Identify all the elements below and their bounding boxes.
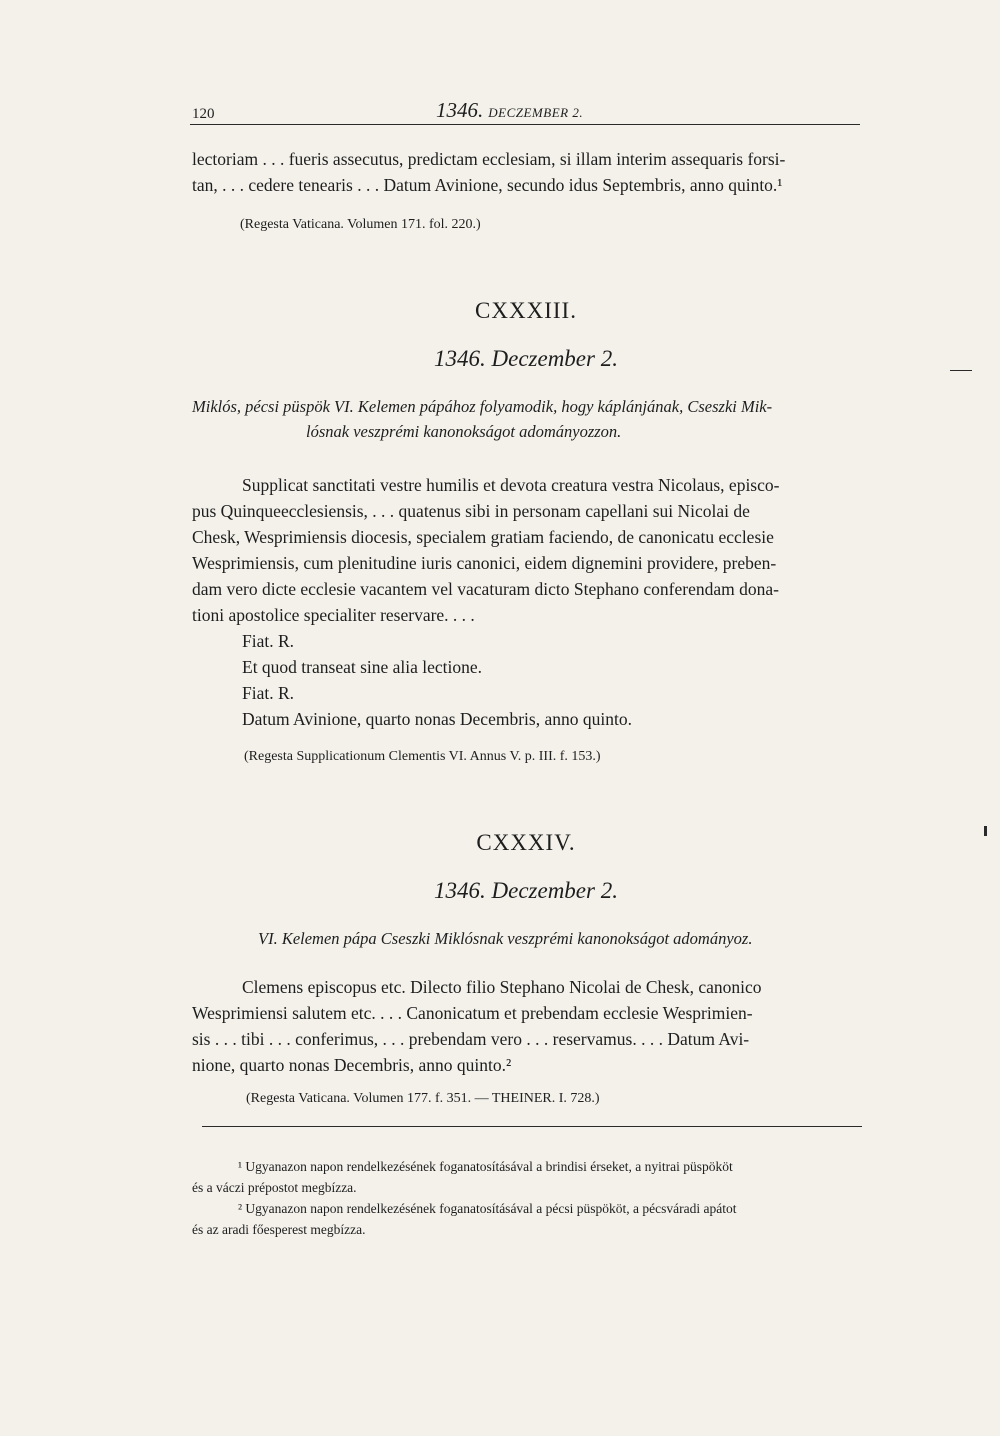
document-number-133: CXXXIII.	[475, 298, 577, 323]
page-header	[190, 98, 860, 125]
source-133: (Regesta Supplicationum Clementis VI. Annus V. p. III. f. 153.)	[244, 749, 601, 764]
footnote-line: ¹ Ugyanazon napon rendelkezésének foganatosításával a brindisi érseket, a nyitrai püspököt	[238, 1159, 733, 1174]
margin-tick-mark	[984, 826, 987, 836]
document-date-133: 1346. Deczember 2.	[434, 346, 618, 371]
document-number-134: CXXXIV.	[476, 830, 576, 855]
summary-line: Miklós, pécsi püspök VI. Kelemen pápához folyamodik, hogy káplánjának, Cseszki Mik-	[192, 397, 773, 416]
footnote-rule	[202, 1126, 862, 1127]
body-line: Supplicat sanctitati vestre humilis et devota creatura vestra Nicolaus, episco-	[242, 475, 780, 495]
summary-line: lósnak veszprémi kanonokságot adományozzon.	[306, 422, 622, 441]
fiat-line: Fiat. R.	[242, 631, 295, 651]
fiat-line: Fiat. R.	[242, 683, 295, 703]
datum-line: Datum Avinione, quarto nonas Decembris, anno quinto.	[242, 709, 632, 729]
source-134: (Regesta Vaticana. Volumen 177. f. 351. — THEINER. I. 728.)	[246, 1091, 600, 1106]
footnote-1	[192, 1156, 860, 1198]
body-line: Chesk, Wesprimiensis diocesis, specialem gratiam faciendo, de canonicatu ecclesie	[192, 527, 774, 547]
summary-133	[192, 394, 860, 444]
intro-line: lectoriam . . . fueris assecutus, predictam ecclesiam, si illam interim assequaris forsi-	[192, 149, 786, 169]
intro-line: tan, . . . cedere tenearis . . . Datum Avinione, secundo idus Septembris, anno quinto.¹	[192, 175, 783, 195]
intro-paragraph	[192, 146, 860, 198]
running-head	[436, 98, 583, 123]
body-line: Wesprimiensis, cum plenitudine iuris canonici, eidem dignemini providere, preben-	[192, 553, 777, 573]
footnote-line: ² Ugyanazon napon rendelkezésének foganatosításával a pécsi püspököt, a pécsváradi apátot	[238, 1201, 737, 1216]
document-date-134: 1346. Deczember 2.	[434, 878, 618, 903]
margin-dash-mark	[950, 370, 972, 371]
running-head-date: DECZEMBER 2.	[488, 105, 584, 120]
running-head-year: 1346.	[436, 98, 484, 122]
body-line: nione, quarto nonas Decembris, anno quinto.²	[192, 1055, 512, 1075]
body-line: tioni apostolice specialiter reservare. . . .	[192, 605, 475, 625]
body-134	[192, 974, 860, 1078]
transeat-line: Et quod transeat sine alia lectione.	[242, 657, 483, 677]
footnote-2	[192, 1198, 860, 1240]
body-line: Wesprimiensi salutem etc. . . . Canonicatum et prebendam ecclesie Wesprimien-	[192, 1003, 753, 1023]
footnote-line: és az aradi főesperest megbízza.	[192, 1222, 366, 1237]
body-133	[192, 472, 860, 732]
summary-134: VI. Kelemen pápa Cseszki Miklósnak veszprémi kanonokságot adományoz.	[258, 929, 753, 948]
page-number: 120	[192, 106, 215, 122]
intro-source: (Regesta Vaticana. Volumen 171. fol. 220.)	[240, 217, 481, 232]
footnote-line: és a váczi prépostot megbízza.	[192, 1180, 357, 1195]
body-line: sis . . . tibi . . . conferimus, . . . prebendam vero . . . reservamus. . . . Datum Avi-	[192, 1029, 750, 1049]
body-line: pus Quinqueecclesiensis, . . . quatenus sibi in personam capellani sui Nicolai de	[192, 501, 750, 521]
body-line: Clemens episcopus etc. Dilecto filio Stephano Nicolai de Chesk, canonico	[242, 977, 762, 997]
body-line: dam vero dicte ecclesie vacantem vel vacaturam dicto Stephano conferendam dona-	[192, 579, 779, 599]
